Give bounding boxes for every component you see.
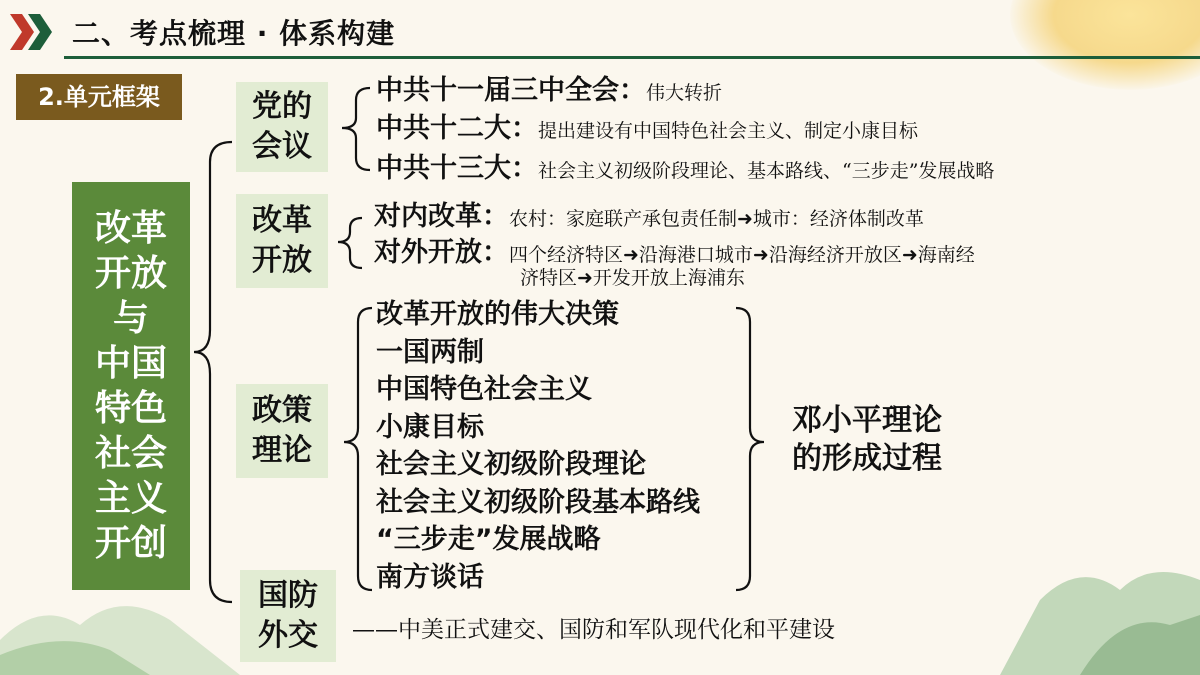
main-topic-line: 改革	[94, 208, 167, 249]
meeting-name: 中共十二大：	[376, 113, 538, 144]
policy-item: 小康目标	[376, 411, 484, 443]
category-label: 国防 外交	[258, 578, 318, 653]
main-topic-line: 与	[112, 298, 149, 339]
category-label: 政策 理论	[252, 393, 312, 468]
meeting-detail: 伟大转折	[646, 82, 723, 104]
category-policy-theory	[236, 384, 328, 478]
defense-detail: ——中美正式建交、国防和军队现代化和平建设	[352, 617, 835, 643]
policy-item: 社会主义初级阶段理论	[376, 449, 646, 480]
result-line: 的形成过程	[792, 441, 942, 476]
policy-result	[792, 402, 942, 478]
meeting-item	[376, 152, 994, 186]
policy-item: 中国特色社会主义	[376, 374, 592, 405]
meeting-detail: 社会主义初级阶段理论、基本路线、“三步走”发展战略	[538, 160, 995, 182]
category-label: 党的 会议	[252, 89, 312, 164]
meeting-item	[376, 112, 918, 146]
reform-item	[374, 200, 924, 234]
meeting-item	[376, 74, 722, 108]
main-topic-line: 开放	[94, 253, 167, 294]
main-topic-line: 社会	[94, 433, 167, 474]
policy-item: 改革开放的伟大决策	[376, 299, 619, 330]
main-topic-line: 开创	[94, 523, 167, 564]
policy-item: 社会主义初级阶段基本路线	[376, 486, 700, 518]
category-label: 改革 开放	[252, 203, 312, 278]
policy-item: “三步走”发展战略	[376, 524, 601, 555]
meeting-name: 中共十一届三中全会：	[376, 75, 646, 106]
category-defense-diplomacy	[240, 570, 336, 662]
meeting-name: 中共十三大：	[376, 153, 538, 184]
meeting-detail: 提出建设有中国特色社会主义、制定小康目标	[538, 120, 919, 142]
main-topic-line: 特色	[94, 388, 167, 429]
main-topic-line: 中国	[94, 343, 167, 384]
policy-item: 一国两制	[376, 336, 484, 368]
main-topic-line: 主义	[94, 478, 167, 519]
opening-detail: 四个经济特区➜沿海港口城市➜沿海经济开放区➜海南经	[509, 244, 975, 266]
category-party-meetings	[236, 82, 328, 172]
category-reform-opening	[236, 194, 328, 288]
reform-detail: 农村：家庭联产承包责任制➜城市：经济体制改革	[509, 208, 924, 230]
result-line: 邓小平理论	[792, 403, 942, 438]
page-title: 二、考点梳理 · 体系构建	[72, 17, 396, 50]
section-badge: 2.单元框架	[16, 74, 182, 120]
reform-name: 对内改革：	[374, 201, 509, 232]
policy-list	[376, 298, 700, 598]
opening-detail-continued: 济特区➜开发开放上海浦东	[520, 267, 745, 289]
policy-item: 南方谈话	[376, 561, 484, 593]
opening-name: 对外开放：	[374, 237, 509, 268]
